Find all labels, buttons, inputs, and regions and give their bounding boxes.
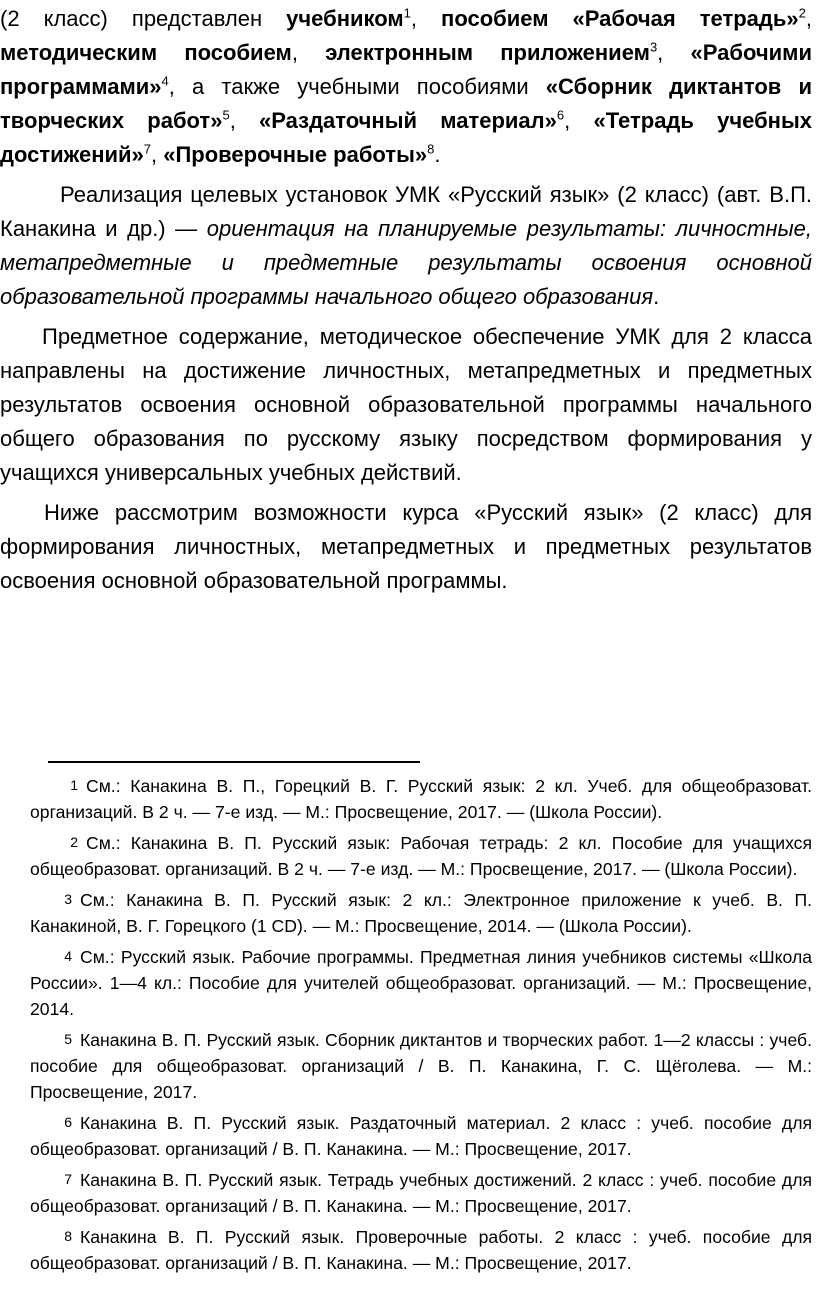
footnote-8 xyxy=(30,1223,812,1276)
main-text xyxy=(0,2,812,604)
text-run: , а также учебными пособиями xyxy=(168,74,546,99)
footnote-number: 3 xyxy=(64,891,72,907)
paragraph-goals xyxy=(0,178,812,314)
text-run: , xyxy=(564,108,594,133)
bold-term-work-programs: «Рабочими программами» xyxy=(0,40,812,99)
footnote-ref-7[interactable]: 7 xyxy=(143,141,151,157)
footnote-ref-2[interactable]: 2 xyxy=(798,5,806,21)
text-run: , xyxy=(291,40,326,65)
footnote-text: См.: Канакина В. П., Горецкий В. Г. Русский язык: 2 кл. Учеб. для общеобразоват. организаций. В 2 ч. — 7-е изд. — М.: Просвещение, 2017. — (Школа России). xyxy=(30,776,812,822)
footnote-separator xyxy=(48,761,420,763)
footnote-number: 6 xyxy=(64,1114,72,1130)
footnote-ref-4[interactable]: 4 xyxy=(161,73,169,89)
footnote-number: 7 xyxy=(64,1171,72,1187)
footnote-number: 1 xyxy=(70,777,78,793)
footnote-number: 4 xyxy=(64,948,72,964)
text-run: , xyxy=(151,142,164,167)
footnote-ref-5[interactable]: 5 xyxy=(222,107,230,123)
paragraph-umk-components xyxy=(0,2,812,172)
bold-term-dictations: «Сборник диктантов и творческих работ» xyxy=(0,74,812,133)
footnote-text: Канакина В. П. Русский язык. Раздаточный материал. 2 класс : учеб. пособие для общеобразоват. организаций / В. П. Канакина. — М.: Просвещение, 2017. xyxy=(30,1113,812,1159)
footnote-3 xyxy=(30,886,812,939)
italic-planned-results: ориентация на планируемые результаты: личностные, метапредметные и предметные результаты освоения основной образовательной программы начального общего образования xyxy=(0,216,812,309)
paragraph-next: Ниже рассмотрим возможности курса «Русский язык» (2 класс) для формирования личностных, метапредметных и предметных результатов освоения основной образовательной программы. xyxy=(0,500,812,593)
footnote-5 xyxy=(30,1026,812,1105)
footnote-number: 5 xyxy=(64,1031,72,1047)
footnote-number: 8 xyxy=(64,1228,72,1244)
bold-term-textbook: учебником xyxy=(286,6,404,31)
footnotes-section xyxy=(30,772,812,1280)
footnote-6 xyxy=(30,1109,812,1162)
text-run: , xyxy=(657,40,691,65)
footnote-text: Канакина В. П. Русский язык. Сборник диктантов и творческих работ. 1—2 классы : учеб. пособие для общеобразоват. организаций / В. П. Канакина, Г. С. Щёголева. — М.: Просвещение, 2017. xyxy=(30,1030,812,1102)
bold-term-workbook: пособием «Рабочая тетрадь» xyxy=(441,6,799,31)
footnote-4 xyxy=(30,943,812,1022)
footnote-text: См.: Русский язык. Рабочие программы. Предметная линия учебников системы «Школа России». 1—4 кл.: Пособие для учителей общеобразоват. организаций. — М.: Просвещение, 2014. xyxy=(30,947,812,1019)
text-run: Реализация целевых установок УМК «Русский язык» (2 класс) (авт. В.П. Канакина и др.) — xyxy=(0,182,812,241)
footnote-text: Канакина В. П. Русский язык. Проверочные работы. 2 класс : учеб. пособие для общеобразоват. организаций / В. П. Канакина. — М.: Просвещение, 2017. xyxy=(30,1227,812,1273)
footnote-7 xyxy=(30,1166,812,1219)
text-run: . xyxy=(653,284,660,309)
bold-term-tests: «Проверочные работы» xyxy=(163,142,428,167)
text-run: . xyxy=(434,142,441,167)
footnote-text: См.: Канакина В. П. Русский язык: Рабочая тетрадь: 2 кл. Пособие для учащихся общеобразоват. организаций. В 2 ч. — 7-е изд. — М.: Просвещение, 2017. — (Школа России). xyxy=(30,833,812,879)
bold-term-electronic-app: электронным приложением xyxy=(325,40,650,65)
footnote-1 xyxy=(30,772,812,825)
footnote-2 xyxy=(30,829,812,882)
footnote-number: 2 xyxy=(70,834,78,850)
footnote-ref-1[interactable]: 1 xyxy=(403,5,411,21)
bold-term-methodical-guide: методическим пособием xyxy=(0,40,292,65)
paragraph-content: Предметное содержание, методическое обеспечение УМК для 2 класса направлены на достижение личностных, метапредметных и предметных результатов освоения основной образовательной программы начального общего образования по русскому языку посредством формирования у учащихся универсальных учебных действий. xyxy=(0,324,812,485)
footnote-ref-6[interactable]: 6 xyxy=(556,107,565,123)
footnote-ref-3[interactable]: 3 xyxy=(649,39,658,55)
text-run: , xyxy=(410,6,442,31)
text-run: (2 класс) представлен xyxy=(0,6,287,31)
footnote-text: См.: Канакина В. П. Русский язык: 2 кл.: Электронное приложение к учеб. В. П. Канакиной, В. Г. Горецкого (1 CD). — М.: Просвещение, 2014. — (Школа России). xyxy=(30,890,812,936)
text-run: , xyxy=(805,6,812,31)
text-run: , xyxy=(229,108,260,133)
bold-term-achievements: «Тетрадь учебных достижений» xyxy=(0,108,812,167)
bold-term-handout: «Раздаточный материал» xyxy=(259,108,557,133)
footnote-ref-8[interactable]: 8 xyxy=(427,141,435,157)
footnote-text: Канакина В. П. Русский язык. Тетрадь учебных достижений. 2 класс : учеб. пособие для общеобразоват. организаций / В. П. Канакина. — М.: Просвещение, 2017. xyxy=(30,1170,812,1216)
